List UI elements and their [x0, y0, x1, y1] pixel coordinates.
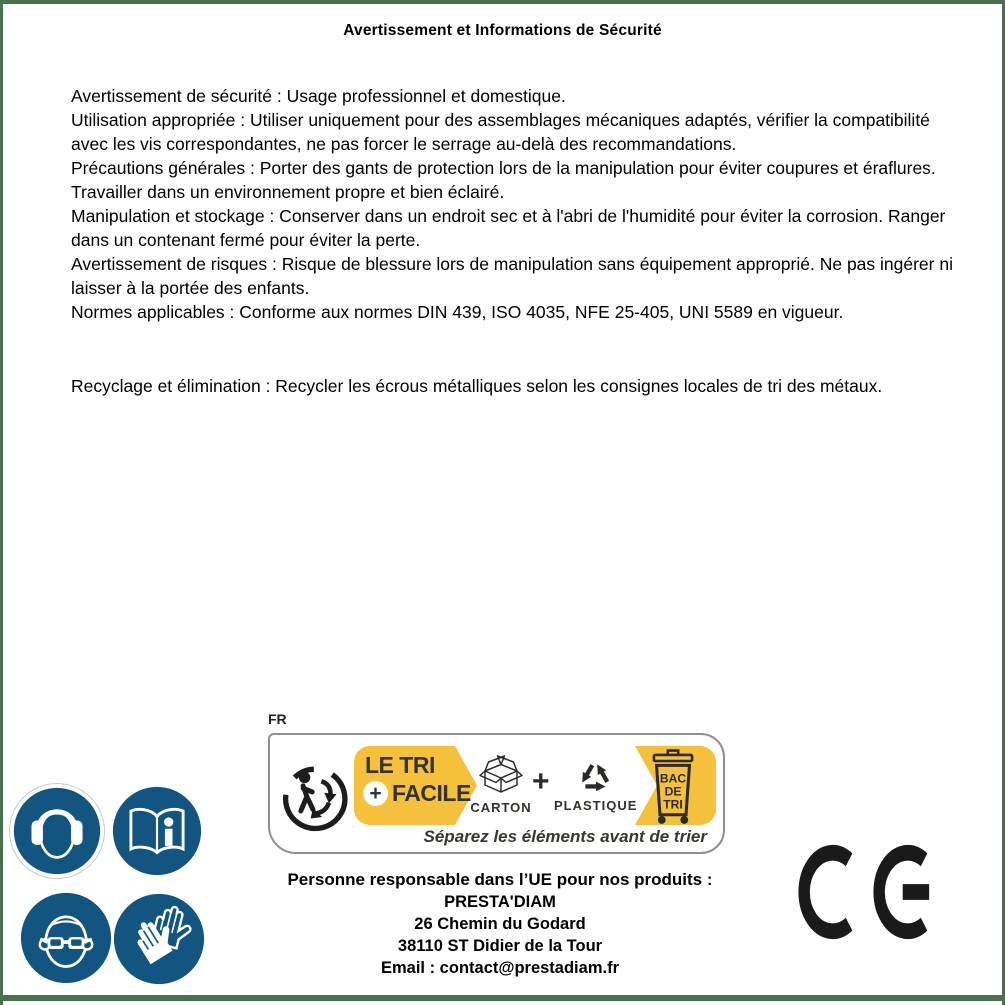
- tri-headline: [363, 752, 471, 807]
- carton-material: [464, 749, 538, 815]
- recycling-triangle-icon: [571, 749, 619, 797]
- tri-caption: Séparez les éléments avant de trier: [423, 827, 707, 846]
- recycling-paragraph: Recyclage et élimination : Recycler les écrous métalliques selon les consignes locales de tri des métaux.: [71, 376, 883, 396]
- safety-paragraph: Avertissement de sécurité : Usage professionnel et domestique.: [71, 86, 566, 106]
- page-title: Avertissement et Informations de Sécurité: [343, 22, 662, 39]
- carton-label: CARTON: [470, 800, 532, 815]
- info-tri-banner: [268, 733, 725, 854]
- responsible-person-block: [250, 869, 750, 979]
- plus-circle-icon: +: [363, 781, 388, 806]
- responsible-heading: Personne responsable dans l’UE pour nos produits :: [287, 870, 713, 889]
- safety-paragraph: Manipulation et stockage : Conserver dans un endroit sec et à l'abri de l'humidité pour éviter la corrosion. Ranger dans un contenant fermé pour éviter la perte.: [71, 206, 946, 250]
- address-line2: 38110 ST Didier de la Tour: [397, 937, 603, 955]
- triman-icon: [278, 748, 354, 847]
- materials-plus-separator: +: [532, 765, 550, 798]
- ce-mark-icon: [797, 843, 947, 946]
- safety-paragraph: Avertissement de risques : Risque de blessure lors de manipulation sans équipement approprié. Ne pas ingérer ni laisser à la portée des enfants.: [71, 254, 953, 298]
- bin-text-line2: DE: [664, 784, 682, 799]
- wear-ear-protection-icon: [9, 783, 105, 879]
- address-line1: 26 Chemin du Godard: [414, 915, 586, 933]
- safety-paragraph: Utilisation appropriée : Utiliser uniquement pour des assemblages mécaniques adaptés, vérifier la compatibilité avec les vis correspondantes, ne pas forcer le serrage au-delà des recommandations.: [71, 110, 930, 154]
- plastique-material: [554, 749, 636, 813]
- page-border-bottom: [0, 995, 1005, 1001]
- tri-headline-line1: LE TRI: [365, 752, 435, 778]
- safety-paragraph: Normes applicables : Conforme aux normes DIN 439, ISO 4035, NFE 25-405, UNI 5589 en vigueur.: [71, 302, 844, 322]
- plastique-label: PLASTIQUE: [554, 798, 638, 813]
- bin-text-line1: BAC: [659, 771, 687, 786]
- safety-text-block: [71, 84, 968, 398]
- wear-protective-gloves-icon: [113, 893, 205, 985]
- country-code-label: FR: [268, 711, 287, 727]
- carton-box-icon: [476, 749, 526, 799]
- safety-paragraph: Précautions générales : Porter des gants de protection lors de la manipulation pour éviter coupures et éraflures. Travailler dans un environnement propre et bien éclairé.: [71, 158, 936, 202]
- tri-headline-line2: FACILE: [392, 780, 471, 806]
- sorting-bin-icon: [646, 748, 700, 831]
- bin-text-line3: TRI: [663, 797, 683, 812]
- email-line: Email : contact@prestadiam.fr: [381, 959, 619, 977]
- wear-eye-protection-icon: [20, 892, 112, 984]
- company-name: PRESTA'DIAM: [444, 893, 556, 911]
- read-instruction-manual-icon: [112, 786, 202, 876]
